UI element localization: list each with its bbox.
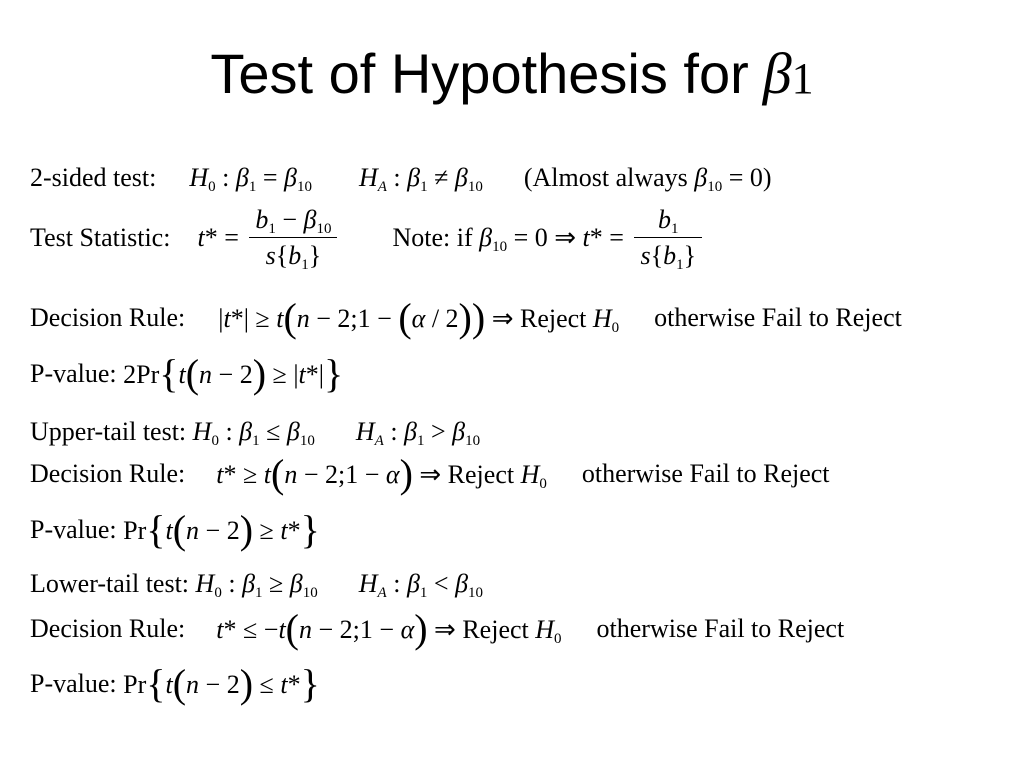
two-sided-null-hypothesis: $H_0$ : $\beta_1 = \beta_{10}$ [189, 163, 312, 196]
pvalue-lower-row [30, 660, 1020, 706]
test-statistic-fraction [249, 204, 337, 272]
pvalue-upper-expression: Pr{t(n − 2) ≥ t*} [123, 506, 320, 552]
slide-title-beta-subscript: 1 [791, 54, 814, 103]
pvalue-lower-expression: Pr{t(n − 2) ≤ t*} [123, 660, 320, 706]
pvalue-two-sided-expression: 2Pr{t(n − 2) ≥ |t*|} [123, 350, 344, 396]
test-statistic-label: Test Statistic: [30, 223, 171, 252]
decision-rule-lower-otherwise: otherwise Fail to Reject [596, 614, 845, 644]
decision-rule-two-sided-otherwise: otherwise Fail to Reject [654, 303, 902, 333]
note-fraction [634, 204, 702, 272]
two-sided-alternative-hypothesis: $H_A$ : $\beta_1 \ne \beta_{10}$ [358, 163, 483, 196]
two-sided-test-row [30, 160, 1020, 194]
note-condition: $\beta_{10} = 0$ ⇒ t* = [479, 223, 624, 255]
slide-title-text: Test of Hypothesis for [210, 42, 749, 105]
pvalue-upper-label: P-value: [30, 515, 117, 545]
lower-tail-alternative-hypothesis: $H_A$ : $\beta_1 < \beta_{10}$ [358, 569, 484, 602]
note-denominator: $s\{b_1\}$ [640, 241, 697, 273]
decision-rule-upper-otherwise: otherwise Fail to Reject [581, 459, 830, 489]
lower-tail-test-label: Lower-tail test: [30, 569, 190, 599]
note-if-label: Note: if [392, 223, 473, 252]
two-sided-test-label: 2-sided test: [30, 163, 157, 193]
pvalue-two-sided-label: P-value: [30, 359, 117, 389]
upper-tail-test-label: Upper-tail test: [30, 417, 187, 447]
test-statistic-formula: t* = [197, 223, 239, 252]
pvalue-lower-label: P-value: [30, 669, 117, 699]
lower-tail-null-hypothesis: $H_0$ : $\beta_1 \ge \beta_{10}$ [195, 569, 318, 602]
decision-rule-upper-condition: t* ≥ t(n − 2;1 − α) ⇒ Reject $H_0$ [216, 450, 547, 496]
pvalue-two-sided-row [30, 350, 1020, 396]
decision-rule-upper-row [30, 450, 1020, 496]
decision-rule-two-sided-condition: |t*| ≥ t(n − 2;1 − (α / 2)) ⇒ Reject $H_0$ [218, 294, 620, 340]
pvalue-upper-row [30, 506, 1020, 552]
note-numerator: $b_1$ [634, 204, 702, 238]
decision-rule-two-sided-row [30, 294, 1020, 340]
decision-rule-two-sided-label: Decision Rule: [30, 303, 186, 333]
lower-tail-test-row [30, 566, 1020, 600]
upper-tail-alternative-hypothesis: $H_A$ : $\beta_1 > \beta_{10}$ [355, 417, 481, 450]
slide-title [0, 38, 1024, 115]
test-statistic-numerator: $b_1 - \beta_{10}$ [249, 204, 337, 238]
decision-rule-lower-condition: t* ≤ −t(n − 2;1 − α) ⇒ Reject $H_0$ [216, 605, 562, 651]
test-statistic-denominator: $s\{b_1\}$ [265, 241, 322, 273]
almost-always-note: (Almost always $\beta_{10} = 0$) [523, 163, 772, 196]
decision-rule-lower-label: Decision Rule: [30, 614, 186, 644]
slide-title-beta-symbol: β [762, 41, 792, 106]
upper-tail-test-row [30, 414, 1020, 448]
decision-rule-upper-label: Decision Rule: [30, 459, 186, 489]
test-statistic-row [30, 204, 1020, 272]
upper-tail-null-hypothesis: $H_0$ : $\beta_1 \le \beta_{10}$ [192, 417, 315, 450]
decision-rule-lower-row [30, 605, 1020, 651]
